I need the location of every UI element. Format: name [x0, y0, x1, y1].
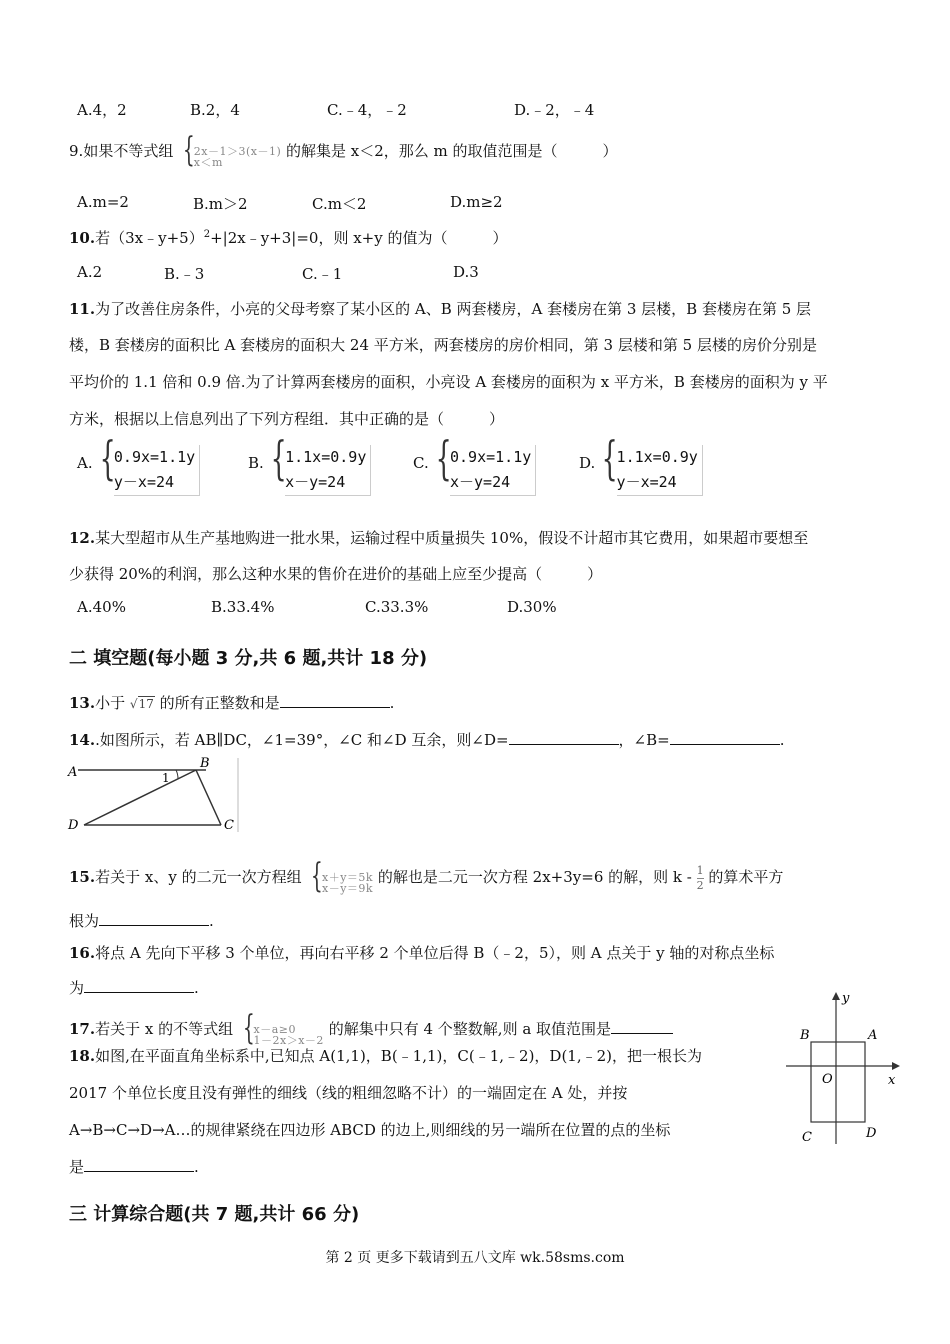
- q11-option-b: B. { 1.1x=0.9y x－y=24: [248, 436, 371, 496]
- q15-line-2: [69, 910, 214, 931]
- q8-option-a: A.4，2: [77, 101, 127, 119]
- q9-option-a: A.m=2: [77, 193, 129, 211]
- q11-line-4: 方米，根据以上信息列出了下列方程组．其中正确的是（ ）: [69, 410, 505, 428]
- q18-line-1: 如图,在平面直角坐标系中,已知点 A(1,1)，B(﹣1,1)，C(﹣1,﹣2)，D(1,﹣2)，把一根长为: [95, 1047, 703, 1065]
- q18-label-y: y: [842, 991, 850, 1006]
- q10-superscript: 2: [203, 229, 211, 240]
- q14-label-d: D: [68, 818, 79, 833]
- q13-radicand: 17: [138, 697, 154, 711]
- q9-text-b: 的解集是 x＜2，那么 m 的取值范围是（ ）: [286, 142, 618, 160]
- q17-answer-blank[interactable]: [611, 1019, 673, 1034]
- q14-line-bc: [196, 770, 221, 825]
- q16-line-2: [69, 977, 199, 998]
- q9-text-a: 如果不等式组: [83, 142, 174, 160]
- q9-option-d: D.m≥2: [450, 193, 503, 211]
- q15-equation-system: { x＋y＝5k x－y＝9k: [311, 856, 374, 896]
- q14-answer-blank-b[interactable]: [670, 730, 780, 745]
- q15-fraction: [697, 864, 704, 893]
- q11-line-3: 平均价的 1.1 倍和 0.9 倍.为了计算两套楼房的面积，小亮设 A 套楼房的面积为 x 平方米，B 套楼房的面积为 y 平: [69, 373, 828, 391]
- q9-sys-line1: 2x－1＞3(x－1): [193, 145, 282, 158]
- q13-text-b: 的所有正整数和是: [159, 694, 280, 712]
- q18-line-2: 2017 个单位长度且没有弹性的细线（线的粗细忽略不计）的一端固定在 A 处，并按: [69, 1084, 628, 1102]
- q12-option-b: B.33.4%: [211, 598, 275, 616]
- q11-a-eq2: y－x=24: [113, 472, 175, 491]
- q11-b-eq2: x－y=24: [285, 472, 346, 491]
- q11-d-eq1: 1.1x=0.9y: [616, 447, 698, 466]
- q8-option-c: C.﹣4，﹣2: [327, 101, 407, 119]
- q18-x-arrow-icon: [892, 1062, 900, 1070]
- q13-end: .: [389, 694, 395, 712]
- q14-label-angle: 1: [162, 771, 170, 785]
- q12-number: 12.: [69, 529, 96, 547]
- q18-answer-blank[interactable]: [84, 1157, 194, 1172]
- q14-number: 14.: [69, 731, 96, 749]
- q11-option-c: C. { 0.9x=1.1y x－y=24: [413, 436, 536, 496]
- q17-inequality-system: { x－a≥0 1－2x＞x－2: [242, 1008, 324, 1048]
- q18-label-x: x: [888, 1073, 896, 1088]
- q14-line-db: [84, 770, 196, 825]
- q15-line2-text: 根为: [69, 912, 100, 930]
- q11-option-a: A. { 0.9x=1.1y y－x=24: [77, 436, 200, 496]
- q15-frac-den: 2: [696, 878, 704, 892]
- q18-label-a: A: [868, 1028, 878, 1043]
- q15-end: .: [209, 912, 214, 930]
- q9-inequality-system: { 2x－1＞3(x－1) x＜m: [182, 130, 282, 170]
- q12-option-c: C.33.3%: [365, 598, 429, 616]
- q8-option-b: B.2，4: [190, 101, 240, 119]
- q15-frac-num: 1: [696, 863, 704, 877]
- q12-option-a: A.40%: [77, 598, 126, 616]
- q10-option-d: D.3: [453, 263, 479, 281]
- question-16: [69, 942, 774, 963]
- q14-answer-blank-d[interactable]: [509, 730, 619, 745]
- q18-line4-text: 是: [69, 1158, 85, 1176]
- q13-number: 13.: [69, 694, 96, 712]
- q14-text-a: .如图所示，若 AB∥DC，∠1=39°，∠C 和∠D 互余，则∠D=: [95, 731, 509, 749]
- question-9: [69, 130, 618, 174]
- section-3-heading: 三 计算综合题(共 7 题,共计 66 分): [69, 1204, 360, 1225]
- q17-text-b: 的解集中只有 4 个整数解,则 a 取值范围是: [328, 1020, 612, 1038]
- q9-number: 9.: [69, 142, 84, 160]
- q16-line2-text: 为: [69, 979, 85, 997]
- q10-text-b: +|2x﹣y+3|=0，则 x+y 的值为（ ）: [210, 229, 508, 247]
- page-footer: 第 2 页 更多下载请到五八文库 wk.58sms.com: [325, 1250, 625, 1266]
- q18-rectangle-abcd: [811, 1042, 865, 1122]
- q18-coordinate-figure: [782, 984, 904, 1152]
- q17-text-a: 若关于 x 的不等式组: [95, 1020, 234, 1038]
- q10-text-a: 若（3x﹣y+5）: [95, 229, 204, 247]
- q14-trapezoid-figure: [66, 756, 241, 834]
- q12-line-1: 某大型超市从生产基地购进一批水果，运输过程中质量损失 10%，假设不计超市其它费用，如果超市要想至: [95, 529, 809, 547]
- q13-answer-blank[interactable]: [280, 693, 390, 708]
- q15-text-b: 的解也是二元一次方程 2x+3y=6 的解，则 k -: [377, 868, 692, 886]
- q11-line-2: 楼，B 套楼房的面积比 A 套楼房的面积大 24 平方米，两套楼房的房价相同，第 3 层楼和第 5 层楼的房价分别是: [69, 336, 817, 354]
- q18-line-4: [69, 1156, 199, 1177]
- q18-y-arrow-icon: [832, 992, 840, 1000]
- q18-label-b: B: [800, 1028, 810, 1043]
- q9-option-b: B.m＞2: [193, 195, 248, 213]
- q18-number: 18.: [69, 1047, 96, 1065]
- q17-number: 17.: [69, 1020, 96, 1038]
- q11-option-d: D. { 1.1x=0.9y y－x=24: [579, 436, 703, 496]
- q11-line-1: 为了改善住房条件，小亮的父母考察了某小区的 A、B 两套楼房，A 套楼房在第 3 层楼，B 套楼房在第 5 层: [95, 300, 812, 318]
- q11-number: 11.: [69, 300, 96, 318]
- q14-end: .: [779, 731, 785, 749]
- q18-label-d: D: [866, 1126, 877, 1141]
- q15-sys-line1: x＋y＝5k: [322, 871, 374, 884]
- question-15: [69, 856, 783, 900]
- q9-sys-line2: x＜m: [193, 156, 223, 169]
- q9-option-c: C.m＜2: [312, 195, 367, 213]
- q15-answer-blank[interactable]: [99, 911, 209, 926]
- question-13: [69, 692, 394, 713]
- q18-label-o: O: [822, 1072, 833, 1087]
- q14-angle-arc: [176, 770, 178, 779]
- q10-option-b: B.﹣3: [164, 265, 205, 283]
- q15-text-c: 的算术平方: [708, 868, 784, 886]
- q14-label-a: A: [68, 765, 78, 780]
- q18-end: .: [194, 1158, 199, 1176]
- q16-end: .: [194, 979, 199, 997]
- q11-b-eq1: 1.1x=0.9y: [285, 447, 367, 466]
- q13-text-a: 小于: [95, 694, 126, 712]
- q10-option-a: A.2: [77, 263, 103, 281]
- q11-c-eq2: x－y=24: [450, 472, 511, 491]
- q15-text-a: 若关于 x、y 的二元一次方程组: [95, 868, 302, 886]
- q16-number: 16.: [69, 944, 96, 962]
- q18-line-3: A→B→C→D→A…的规律紧绕在四边形 ABCD 的边上,则细线的另一端所在位置的点的坐标: [69, 1121, 671, 1139]
- q10-number: 10.: [69, 229, 96, 247]
- q15-number: 15.: [69, 868, 96, 886]
- q17-sys-line1: x－a≥0: [253, 1023, 297, 1036]
- q12-line-2: 少获得 20%的利润，那么这种水果的售价在进价的基础上应至少提高（ ）: [69, 565, 603, 583]
- q17-sys-line2: 1－2x＞x－2: [253, 1034, 324, 1047]
- question-10: [69, 227, 508, 248]
- q11-a-eq1: 0.9x=1.1y: [113, 447, 196, 466]
- q16-answer-blank[interactable]: [84, 978, 194, 993]
- q12-option-d: D.30%: [507, 598, 557, 616]
- q11-d-eq2: y－x=24: [616, 472, 677, 491]
- q14-label-c: C: [224, 818, 234, 833]
- q14-text-b: ，∠B=: [618, 731, 670, 749]
- question-14: [69, 729, 785, 750]
- q15-sys-line2: x－y＝9k: [322, 882, 374, 895]
- section-2-heading: 二 填空题(每小题 3 分,共 6 题,共计 18 分): [69, 648, 428, 669]
- q11-c-eq1: 0.9x=1.1y: [450, 447, 532, 466]
- q16-text-a: 将点 A 先向下平移 3 个单位，再向右平移 2 个单位后得 B（﹣2，5），则 A 点关于 y 轴的对称点坐标: [95, 944, 775, 962]
- q13-sqrt: √17: [129, 697, 154, 711]
- q14-label-b: B: [200, 756, 210, 771]
- q8-option-d: D.﹣2，﹣4: [514, 101, 595, 119]
- q10-option-c: C.﹣1: [302, 265, 343, 283]
- q18-label-c: C: [802, 1130, 812, 1145]
